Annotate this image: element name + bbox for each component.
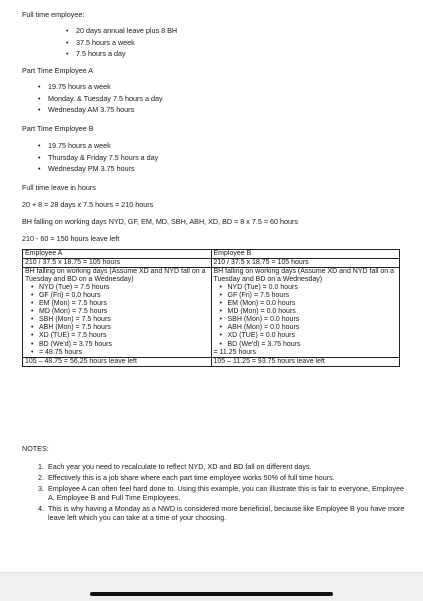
list-item: • BD (We'd) = 3.75 hours (220, 341, 398, 349)
list-item: • ABH (Mon) = 7.5 hours (31, 324, 209, 332)
employee-a-bh-intro: BH falling on working days (Assume XD and NYD fall on a Tuesday and BD on a Wednesday) (25, 268, 206, 284)
part-time-a-heading: Part Time Employee A (22, 66, 94, 75)
list-item: • Thursday & Friday 7.5 hours a day (38, 153, 158, 165)
note-item: 4. This is why having a Monday as a NWD is considered more beneficial, because like Employee B you have more leave left which you can take at a time of your choosing. (46, 504, 406, 522)
part-time-a-list (38, 82, 163, 117)
list-item: • ABH (Mon) = 0.0 hours (220, 324, 398, 332)
employee-a-header: Employee A (23, 250, 212, 259)
employee-b-header: Employee B (211, 250, 400, 259)
employee-a-calc: 210 / 37.5 x 18.75 = 105 hours (23, 259, 212, 268)
calc-line-3: 210 - 60 = 150 hours leave left (22, 234, 120, 243)
list-item: • 19.75 hours a week (38, 141, 158, 153)
note-item: 1. Each year you need to recalculate to reflect NYD, XD and BD fall on different days. (46, 462, 406, 471)
list-item: • 20 days annual leave plus 8 BH (66, 26, 177, 38)
employee-a-bh-list (25, 284, 209, 356)
employee-b-bh-cell (211, 268, 400, 358)
calc-line-1: 20 + 8 = 28 days x 7.5 hours = 210 hours (22, 200, 154, 209)
note-item: 2. Effectively this is a job share where each part time employee works 50% of full time hours. (46, 473, 406, 482)
list-item: • SBH (Mon) = 7.5 hours (31, 316, 209, 324)
list-item: • = 48.75 hours (31, 349, 209, 357)
employee-b-total: = 11.25 hours (213, 348, 256, 356)
employee-b-bh-intro: BH falling on working days (Assume XD and NYD fall on a Tuesday and BD on a Wednesday) (213, 268, 395, 284)
employee-a-bh-cell (23, 268, 212, 358)
list-item: • GF (Fri) = 0.0 hours (31, 292, 209, 300)
full-time-list (66, 26, 177, 61)
employee-b-leave-left: 105 – 11.25 = 93.75 hours leave left (211, 357, 400, 366)
list-item: • Monday. & Tuesday 7.5 hours a day (38, 94, 163, 106)
list-item: • MD (Mon) = 0.0 hours (220, 308, 398, 316)
list-item: • XD (TUE) = 0.0 hours (220, 332, 398, 340)
list-item: • Wednesday PM 3.75 hours (38, 164, 158, 176)
full-time-heading: Full time employee: (22, 10, 85, 19)
bottom-bar (0, 572, 423, 601)
list-item: • SBH (Mon) = 0.0 hours (220, 316, 398, 324)
list-item: • MD (Mon) = 7.5 hours (31, 308, 209, 316)
home-indicator[interactable] (90, 592, 333, 596)
note-item: 3. Employee A can often feel hard done to. Using this example, you can illustrate this is fair to everyone, Employee A, Employee B and Full Time Employees. (46, 484, 406, 502)
list-item: • XD (TUE) = 7.5 hours (31, 332, 209, 340)
employee-a-leave-left: 105 – 48.75 = 56.25 hours leave left (23, 357, 212, 366)
notes-title: NOTES: (22, 444, 49, 453)
comparison-table (22, 249, 400, 367)
part-time-b-heading: Part Time Employee B (22, 124, 94, 133)
list-item: • 7.5 hours a day (66, 49, 177, 61)
list-item: • EM (Mon) = 0.0 hours (220, 300, 398, 308)
part-time-b-list (38, 141, 158, 176)
list-item: • NYD (Tue) = 0.0 hours (220, 284, 398, 292)
list-item: • 19.75 hours a week (38, 82, 163, 94)
list-item: • GF (Fri) = 7.5 hours (220, 292, 398, 300)
calc-line-2: BH falling on working days NYD, GF, EM, MD, SBH, ABH, XD, BD = 8 x 7.5 = 60 hours (22, 217, 299, 226)
notes-list (22, 462, 406, 524)
list-item: • EM (Mon) = 7.5 hours (31, 300, 209, 308)
list-item: • Wednesday AM 3.75 hours (38, 105, 163, 117)
employee-b-calc: 210 / 37.5 x 18.75 = 105 hours (211, 259, 400, 268)
leave-hours-heading: Full time leave in hours (22, 183, 96, 192)
employee-b-bh-list (214, 284, 398, 348)
list-item: • BD (We'd) = 3.75 hours (31, 341, 209, 349)
list-item: • 37.5 hours a week (66, 38, 177, 50)
list-item: • NYD (Tue) = 7.5 hours (31, 284, 209, 292)
